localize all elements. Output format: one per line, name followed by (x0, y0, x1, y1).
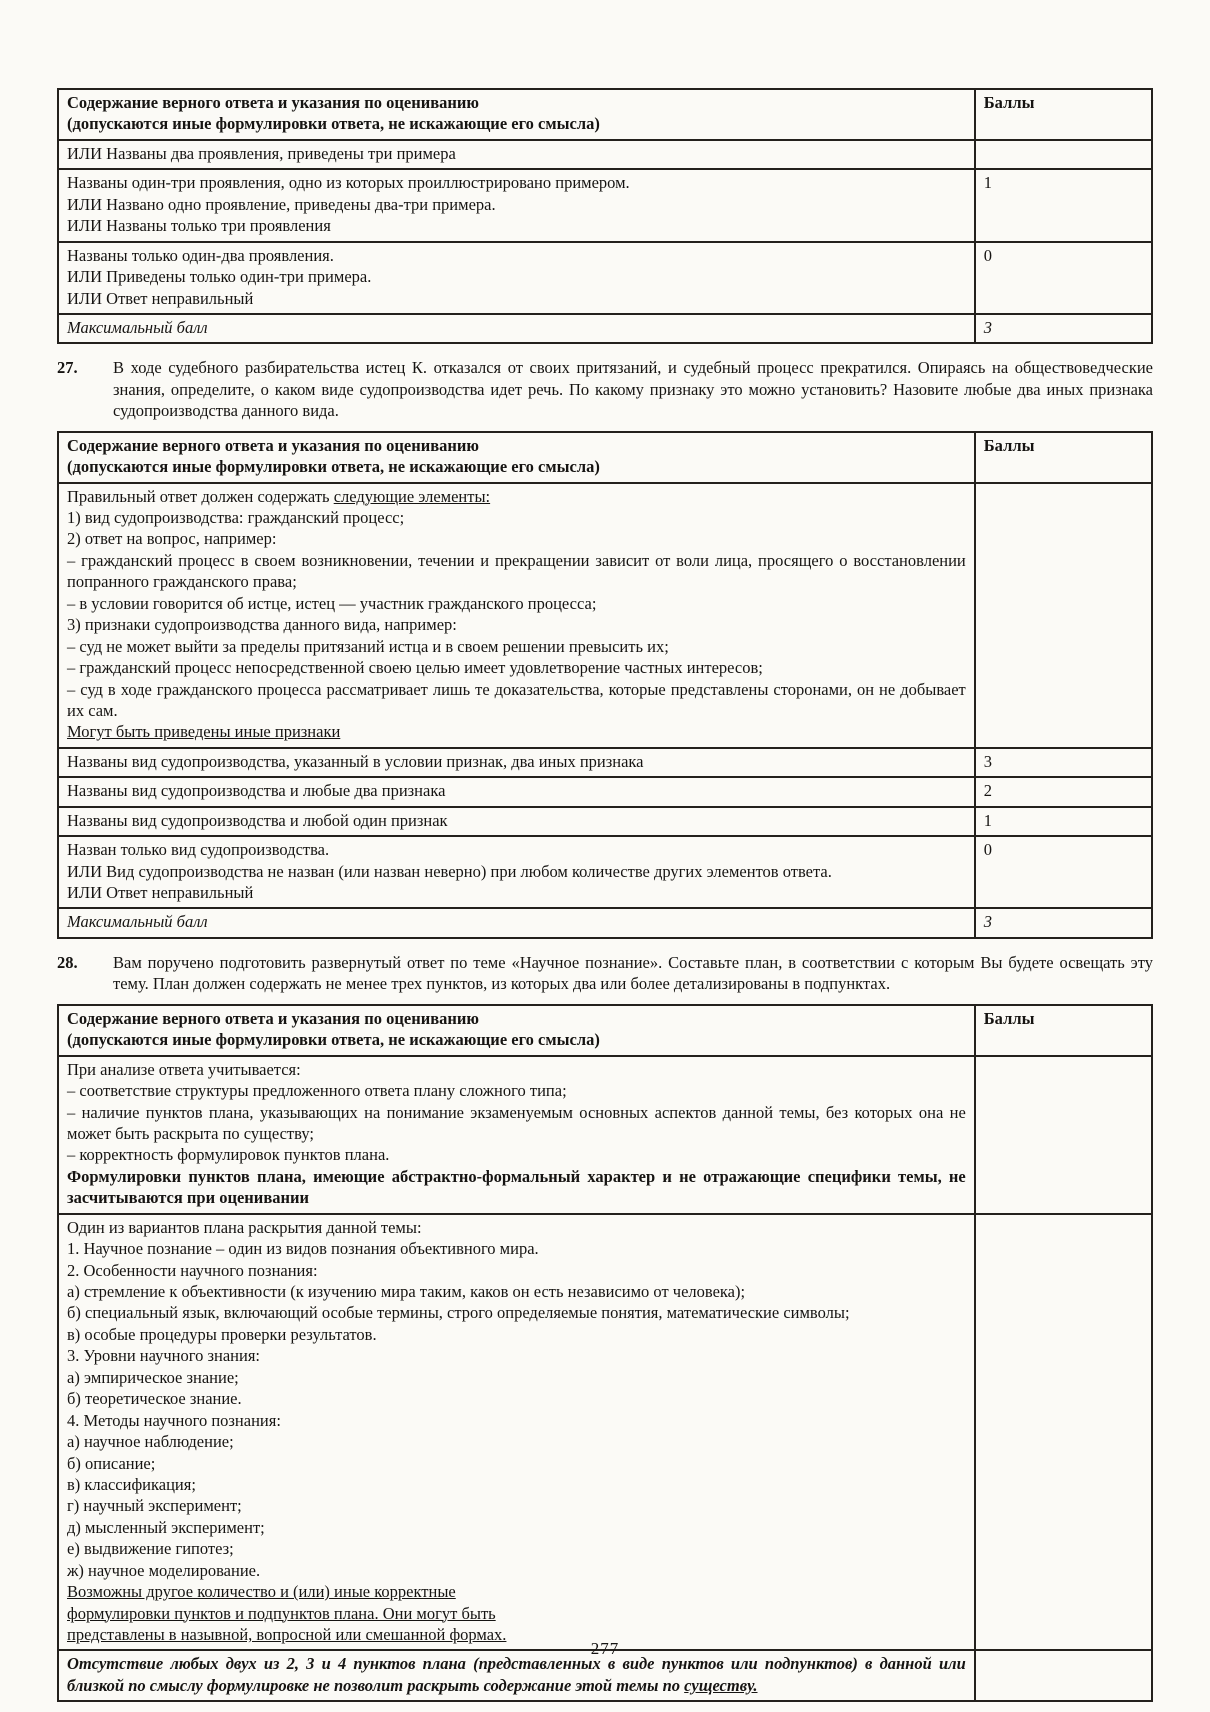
max-score-row (58, 314, 1152, 343)
answer-row (58, 483, 1152, 748)
plan-line: ж) научное моделирование. (67, 1560, 261, 1580)
criteria-line: ИЛИ Названо одно проявление, приведены два-три примера. (67, 194, 496, 214)
answer-outro-underlined: Могут быть приведены иные признаки (67, 722, 341, 742)
plan-note-line: Возможны другое количество и (или) иные корректные (67, 1582, 456, 1602)
table-header-row (58, 89, 1152, 140)
score-cell (975, 483, 1152, 748)
criteria-header-title: Содержание верного ответа и указания по оцениванию (67, 1008, 479, 1028)
criteria-header-subtitle: (допускаются иные формулировки ответа, не искажающие его смысла) (67, 457, 600, 477)
criteria-header-title: Содержание верного ответа и указания по оцениванию (67, 435, 479, 455)
criteria-line: Названы вид судопроизводства, указанный в условии признак, два иных признака (67, 751, 644, 771)
question-number: 28. (57, 952, 78, 972)
plan-line: в) классификация; (67, 1474, 196, 1494)
plan-line: б) специальный язык, включающий особые термины, строго определяемые понятия, математические символы; (67, 1303, 850, 1323)
plan-line: б) теоретическое знание. (67, 1389, 242, 1409)
criteria-line: ИЛИ Вид судопроизводства не назван (или назван неверно) при любом количестве других элементов ответа. (67, 861, 832, 881)
score-header-cell: Баллы (975, 89, 1152, 140)
score-cell: 3 (975, 748, 1152, 777)
plan-note-line: представлены в назывной, вопросной или смешанной формах. (67, 1625, 507, 1644)
criteria-header-subtitle: (допускаются иные формулировки ответа, не искажающие его смысла) (67, 114, 600, 134)
answer-row (58, 1214, 1152, 1651)
table-header-row (58, 432, 1152, 483)
plan-line: г) научный эксперимент; (67, 1496, 242, 1516)
criteria-row (58, 242, 1152, 314)
score-cell: 1 (975, 807, 1152, 836)
grading-table-27 (57, 431, 1153, 939)
plan-line: б) описание; (67, 1453, 156, 1473)
answer-line: – суд не может выйти за пределы притязаний истца и в своем решении превысить их; (67, 636, 669, 656)
criteria-row (58, 169, 1152, 241)
grading-table-28 (57, 1004, 1153, 1703)
plan-line: а) научное наблюдение; (67, 1432, 234, 1452)
question-27-block (57, 357, 1153, 421)
criteria-line: Названы вид судопроизводства и любой один признак (67, 810, 448, 830)
score-cell: 1 (975, 169, 1152, 241)
criteria-line: Назван только вид судопроизводства. (67, 840, 330, 860)
criteria-row (58, 748, 1152, 777)
answer-intro-prefix: Правильный ответ должен содержать (67, 486, 334, 506)
plan-note-line: формулировки пунктов и подпунктов плана. Они могут быть (67, 1603, 496, 1623)
criteria-cell (58, 169, 975, 241)
criteria-row (58, 807, 1152, 836)
max-score-value: 3 (975, 314, 1152, 343)
criteria-cell (58, 836, 975, 908)
answer-line: 3) признаки судопроизводства данного вида, например: (67, 615, 457, 635)
criteria-row (58, 140, 1152, 169)
question-number: 27. (57, 358, 78, 378)
criteria-line: ИЛИ Ответ неправильный (67, 883, 254, 902)
criteria-header-cell (58, 1005, 975, 1056)
plan-line: д) мысленный эксперимент; (67, 1517, 265, 1537)
answer-cell (58, 1214, 975, 1651)
question-text: Вам поручено подготовить развернутый ответ по теме «Научное познание». Составьте план, в соответствии с которым Вы будете освещать эту тему. План должен содержать не менее трех пунктов, из которых два или более детализированы в подпунктах. (113, 952, 1153, 994)
criteria-cell (58, 807, 975, 836)
criteria-cell (58, 777, 975, 806)
criteria-line: ИЛИ Названы два проявления, приведены три примера (67, 143, 456, 163)
answer-line: – гражданский процесс непосредственной своею целью имеет удовлетворение частных интересов; (67, 658, 763, 678)
criteria-header-title: Содержание верного ответа и указания по оцениванию (67, 93, 479, 112)
criteria-header-cell (58, 89, 975, 140)
criteria-header-cell (58, 432, 975, 483)
answer-line: 2) ответ на вопрос, например: (67, 529, 277, 549)
score-header-cell: Баллы (975, 1005, 1152, 1056)
criteria-bold-note: Формулировки пунктов плана, имеющие абстрактно-формальный характер и не отражающие специфики темы, не засчитываются при оценивании (67, 1166, 966, 1208)
footnote-underlined: существу. (684, 1675, 758, 1695)
page-content (57, 88, 1153, 1702)
criteria-line: Названы только один-два проявления. (67, 245, 334, 265)
page-number: 277 (590, 1638, 620, 1658)
criteria-row (58, 777, 1152, 806)
plan-line: в) особые процедуры проверки результатов. (67, 1324, 377, 1344)
plan-line: а) эмпирическое знание; (67, 1367, 239, 1387)
grading-table-continued (57, 88, 1153, 344)
criteria-line: Названы вид судопроизводства и любые два признака (67, 781, 446, 801)
question-28-block (57, 952, 1153, 995)
score-cell: 0 (975, 836, 1152, 908)
table-header-row (58, 1005, 1152, 1056)
plan-line: е) выдвижение гипотез; (67, 1539, 234, 1559)
criteria-cell (58, 1056, 975, 1214)
question-text: В ходе судебного разбирательства истец К. отказался от своих притязаний, и судебный процесс прекратился. Опираясь на обществоведческие знания, определите, о каком виде судопроизводства идет речь. По какому признаку это можно установить? Назовите любые два иных признака судопроизводства данного вида. (113, 358, 1153, 421)
score-header-cell: Баллы (975, 432, 1152, 483)
max-score-value: 3 (975, 908, 1152, 937)
criteria-line: Названы один-три проявления, одно из которых проиллюстрировано примером. (67, 173, 630, 193)
score-cell (975, 1214, 1152, 1651)
answer-intro-underlined: следующие элементы: (333, 486, 491, 506)
answer-cell (58, 483, 975, 748)
criteria-row (58, 1056, 1152, 1214)
max-score-label: Максимальный балл (58, 314, 975, 343)
plan-intro-line: Один из вариантов плана раскрытия данной темы: (67, 1217, 422, 1237)
criteria-header-subtitle: (допускаются иные формулировки ответа, не искажающие его смысла) (67, 1030, 600, 1050)
criteria-line: ИЛИ Названы только три проявления (67, 216, 331, 236)
score-cell: 0 (975, 242, 1152, 314)
plan-line: 4. Методы научного познания: (67, 1410, 281, 1430)
criteria-line: – корректность формулировок пунктов плана. (67, 1145, 390, 1165)
plan-line: 3. Уровни научного знания: (67, 1346, 260, 1366)
score-cell: 2 (975, 777, 1152, 806)
plan-line: 1. Научное познание – один из видов познания объективного мира. (67, 1239, 539, 1259)
answer-intro-line (67, 486, 966, 507)
plan-line: 2. Особенности научного познания: (67, 1260, 318, 1280)
score-cell (975, 140, 1152, 169)
answer-line: – гражданский процесс в своем возникновении, течении и прекращении зависит от воли лица, просящего о восстановлении попранного гражданского права; (67, 550, 966, 592)
criteria-row (58, 836, 1152, 908)
answer-line: 1) вид судопроизводства: гражданский процесс; (67, 508, 405, 527)
criteria-cell (58, 748, 975, 777)
criteria-line: – соответствие структуры предложенного ответа плану сложного типа; (67, 1081, 567, 1101)
criteria-cell (58, 140, 975, 169)
answer-line: – суд в ходе гражданского процесса рассматривает лишь те доказательства, которые представлены сторонами, он не добывает их сам. (67, 679, 966, 720)
max-score-row (58, 908, 1152, 937)
criteria-cell (58, 242, 975, 314)
footnote-prefix: Отсутствие любых двух из 2, 3 и 4 пунктов плана (представленных в виде пунктов или подпунктов) в данной или близкой по смыслу формулировке не позволит раскрыть содержание этой темы по (67, 1654, 966, 1695)
criteria-line: – наличие пунктов плана, указывающих на понимание экзаменуемым основных аспектов данной темы, без которых она не может быть раскрыта по существу; (67, 1102, 966, 1143)
answer-line: – в условии говорится об истце, истец — участник гражданского процесса; (67, 593, 597, 613)
max-score-label: Максимальный балл (58, 908, 975, 937)
plan-line: а) стремление к объективности (к изучению мира таким, каков он есть независимо от человека); (67, 1282, 746, 1301)
criteria-line: ИЛИ Приведены только один-три примера. (67, 267, 372, 287)
criteria-line: При анализе ответа учитывается: (67, 1059, 301, 1079)
criteria-line: ИЛИ Ответ неправильный (67, 288, 254, 308)
score-cell (975, 1056, 1152, 1214)
